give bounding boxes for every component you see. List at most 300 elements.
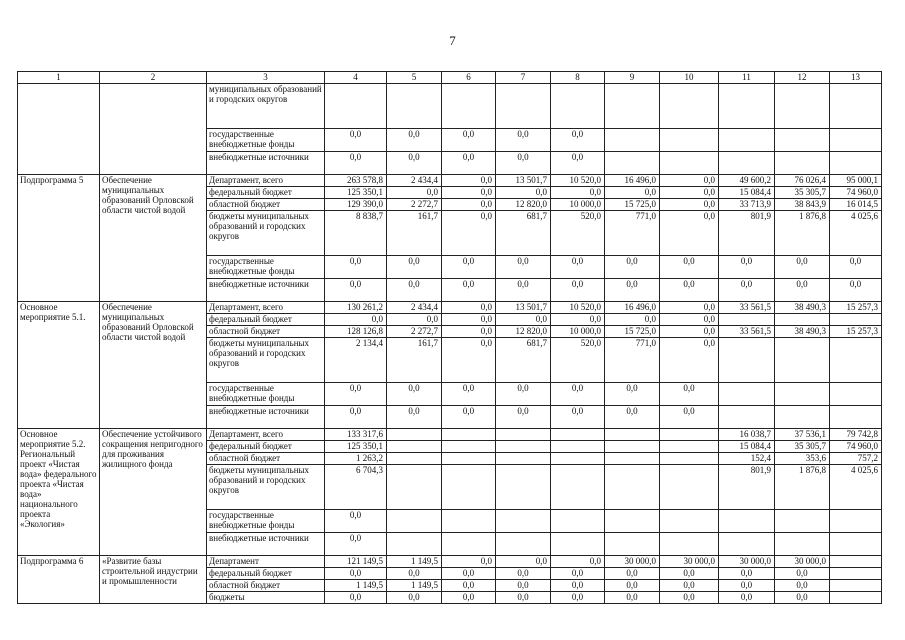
value-cell — [830, 556, 882, 568]
value-cell — [387, 510, 442, 533]
header-cell: 9 — [605, 72, 660, 84]
value-cell: 0,0 — [719, 279, 775, 302]
value-cell: 15 257,3 — [830, 302, 882, 314]
value-cell: 0,0 — [325, 152, 387, 175]
value-cell — [830, 406, 882, 429]
source-cell: государственные внебюджетные фонды — [207, 383, 325, 406]
value-cell: 2 134,4 — [325, 338, 387, 383]
value-cell: 2 272,7 — [387, 326, 442, 338]
source-cell: федеральный бюджет — [207, 568, 325, 580]
value-cell: 0,0 — [551, 568, 605, 580]
header-cell: 12 — [775, 72, 830, 84]
value-cell — [387, 533, 442, 556]
value-cell: 33 561,5 — [719, 326, 775, 338]
value-cell: 0,0 — [325, 533, 387, 556]
value-cell: 0,0 — [496, 187, 551, 199]
value-cell: 0,0 — [830, 279, 882, 302]
value-cell: 1 149,5 — [387, 556, 442, 568]
value-cell — [551, 441, 605, 453]
value-cell: 0,0 — [387, 279, 442, 302]
value-cell: 16 496,0 — [605, 302, 660, 314]
value-cell: 37 536,1 — [775, 429, 830, 441]
value-cell — [830, 152, 882, 175]
source-cell: внебюджетные источники — [207, 152, 325, 175]
value-cell: 0,0 — [775, 580, 830, 592]
header-cell: 5 — [387, 72, 442, 84]
value-cell: 2 434,4 — [387, 175, 442, 187]
goal-cell: Обеспечение муниципальных образований Орловской области чистой водой — [100, 175, 207, 302]
value-cell — [719, 84, 775, 129]
value-cell — [442, 510, 496, 533]
source-cell: внебюджетные источники — [207, 279, 325, 302]
value-cell: 0,0 — [719, 592, 775, 604]
value-cell — [660, 465, 719, 510]
value-cell — [496, 453, 551, 465]
value-cell — [605, 429, 660, 441]
value-cell — [496, 84, 551, 129]
value-cell — [830, 533, 882, 556]
value-cell: 0,0 — [387, 568, 442, 580]
value-cell — [719, 406, 775, 429]
value-cell: 0,0 — [551, 406, 605, 429]
value-cell: 0,0 — [325, 568, 387, 580]
value-cell — [775, 338, 830, 383]
source-cell: Департамент, всего — [207, 429, 325, 441]
source-cell: бюджеты муниципальных образований и городских округов — [207, 211, 325, 256]
header-cell: 4 — [325, 72, 387, 84]
value-cell: 15 725,0 — [605, 199, 660, 211]
value-cell: 0,0 — [605, 592, 660, 604]
value-cell: 30 000,0 — [775, 556, 830, 568]
value-cell: 35 305,7 — [775, 441, 830, 453]
value-cell: 0,0 — [442, 383, 496, 406]
value-cell: 38 843,9 — [775, 199, 830, 211]
value-cell — [660, 510, 719, 533]
table-row — [18, 84, 882, 129]
value-cell: 0,0 — [442, 406, 496, 429]
value-cell: 801,9 — [719, 211, 775, 256]
value-cell: 0,0 — [442, 580, 496, 592]
value-cell: 0,0 — [605, 187, 660, 199]
value-cell — [830, 84, 882, 129]
source-cell: муниципальных образований и городских округов — [207, 84, 325, 129]
value-cell — [830, 129, 882, 152]
value-cell: 0,0 — [660, 338, 719, 383]
header-cell: 3 — [207, 72, 325, 84]
value-cell: 0,0 — [605, 406, 660, 429]
value-cell: 125 350,1 — [325, 187, 387, 199]
value-cell: 38 490,3 — [775, 326, 830, 338]
value-cell: 79 742,8 — [830, 429, 882, 441]
value-cell: 0,0 — [830, 256, 882, 279]
value-cell: 10 000,0 — [551, 326, 605, 338]
value-cell: 0,0 — [325, 314, 387, 326]
value-cell: 12 820,0 — [496, 199, 551, 211]
value-cell — [605, 152, 660, 175]
value-cell: 0,0 — [775, 256, 830, 279]
value-cell — [660, 441, 719, 453]
value-cell: 0,0 — [442, 326, 496, 338]
goal-cell: «Развитие базы строительной индустрии и промышленности — [100, 556, 207, 604]
source-cell: областной бюджет — [207, 453, 325, 465]
value-cell: 0,0 — [387, 152, 442, 175]
source-cell: Департамент — [207, 556, 325, 568]
value-cell: 161,7 — [387, 211, 442, 256]
value-cell: 15 257,3 — [830, 326, 882, 338]
value-cell: 0,0 — [496, 568, 551, 580]
value-cell: 0,0 — [387, 129, 442, 152]
value-cell: 0,0 — [660, 175, 719, 187]
value-cell — [496, 510, 551, 533]
table-row — [18, 556, 882, 568]
value-cell: 1 263,2 — [325, 453, 387, 465]
value-cell: 0,0 — [660, 383, 719, 406]
goal-cell: Обеспечение устойчивого сокращения непригодного для проживания жилищного фонда — [100, 429, 207, 556]
value-cell: 35 305,7 — [775, 187, 830, 199]
value-cell — [719, 314, 775, 326]
value-cell — [387, 84, 442, 129]
value-cell: 33 561,5 — [719, 302, 775, 314]
value-cell: 0,0 — [605, 580, 660, 592]
value-cell — [660, 453, 719, 465]
table-row — [18, 429, 882, 441]
budget-table — [17, 71, 882, 604]
value-cell: 0,0 — [660, 211, 719, 256]
value-cell: 0,0 — [605, 568, 660, 580]
program-cell: Основное мероприятие 5.1. — [18, 302, 100, 429]
value-cell: 74 960,0 — [830, 187, 882, 199]
value-cell — [830, 580, 882, 592]
value-cell: 0,0 — [551, 152, 605, 175]
value-cell — [605, 533, 660, 556]
value-cell — [605, 465, 660, 510]
value-cell — [442, 441, 496, 453]
value-cell: 0,0 — [551, 256, 605, 279]
value-cell: 129 390,0 — [325, 199, 387, 211]
value-cell: 0,0 — [775, 568, 830, 580]
value-cell: 0,0 — [660, 302, 719, 314]
value-cell — [830, 383, 882, 406]
program-cell: Подпрограмма 6 — [18, 556, 100, 604]
value-cell: 0,0 — [660, 187, 719, 199]
value-cell — [775, 314, 830, 326]
value-cell: 0,0 — [442, 592, 496, 604]
value-cell — [442, 533, 496, 556]
source-cell: бюджеты — [207, 592, 325, 604]
value-cell: 0,0 — [660, 592, 719, 604]
value-cell: 0,0 — [719, 568, 775, 580]
value-cell — [660, 152, 719, 175]
header-cell: 10 — [660, 72, 719, 84]
value-cell: 130 261,2 — [325, 302, 387, 314]
source-cell: внебюджетные источники — [207, 533, 325, 556]
value-cell: 128 126,8 — [325, 326, 387, 338]
value-cell — [660, 84, 719, 129]
value-cell: 95 000,1 — [830, 175, 882, 187]
header-cell: 2 — [100, 72, 207, 84]
value-cell — [775, 510, 830, 533]
value-cell: 0,0 — [551, 187, 605, 199]
value-cell — [830, 592, 882, 604]
value-cell: 0,0 — [387, 256, 442, 279]
value-cell: 0,0 — [660, 580, 719, 592]
value-cell: 0,0 — [442, 279, 496, 302]
value-cell: 15 084,4 — [719, 187, 775, 199]
value-cell — [660, 429, 719, 441]
goal-cell: Обеспечение муниципальных образований Орловской области чистой водой — [100, 302, 207, 429]
value-cell: 0,0 — [551, 556, 605, 568]
value-cell: 133 317,6 — [325, 429, 387, 441]
value-cell: 0,0 — [325, 279, 387, 302]
value-cell — [496, 429, 551, 441]
page-number: 7 — [449, 33, 456, 48]
value-cell: 0,0 — [551, 129, 605, 152]
value-cell — [605, 441, 660, 453]
value-cell: 0,0 — [325, 256, 387, 279]
value-cell: 0,0 — [325, 383, 387, 406]
value-cell: 0,0 — [775, 592, 830, 604]
value-cell: 0,0 — [442, 211, 496, 256]
value-cell: 0,0 — [325, 592, 387, 604]
program-cell: Подпрограмма 5 — [18, 175, 100, 302]
value-cell: 0,0 — [605, 314, 660, 326]
value-cell — [442, 84, 496, 129]
value-cell — [719, 338, 775, 383]
value-cell: 681,7 — [496, 338, 551, 383]
value-cell — [496, 441, 551, 453]
value-cell: 1 149,5 — [325, 580, 387, 592]
source-cell: областной бюджет — [207, 199, 325, 211]
value-cell: 0,0 — [605, 383, 660, 406]
value-cell: 1 149,5 — [387, 580, 442, 592]
header-row — [18, 72, 882, 84]
source-cell: федеральный бюджет — [207, 441, 325, 453]
value-cell: 0,0 — [496, 556, 551, 568]
value-cell — [660, 129, 719, 152]
value-cell: 353,6 — [775, 453, 830, 465]
source-cell: Департамент, всего — [207, 175, 325, 187]
value-cell — [387, 429, 442, 441]
source-cell: бюджеты муниципальных образований и городских округов — [207, 338, 325, 383]
value-cell: 13 501,7 — [496, 175, 551, 187]
value-cell: 1 876,8 — [775, 465, 830, 510]
value-cell — [551, 429, 605, 441]
header-cell: 8 — [551, 72, 605, 84]
value-cell: 0,0 — [775, 279, 830, 302]
value-cell: 0,0 — [496, 314, 551, 326]
goal-cell — [100, 84, 207, 175]
value-cell: 0,0 — [496, 279, 551, 302]
value-cell: 0,0 — [325, 510, 387, 533]
value-cell: 0,0 — [660, 256, 719, 279]
value-cell — [442, 453, 496, 465]
value-cell — [605, 129, 660, 152]
header-cell: 13 — [830, 72, 882, 84]
value-cell: 125 350,1 — [325, 441, 387, 453]
value-cell — [551, 533, 605, 556]
value-cell: 0,0 — [660, 406, 719, 429]
value-cell: 33 713,9 — [719, 199, 775, 211]
source-cell: федеральный бюджет — [207, 187, 325, 199]
value-cell — [325, 84, 387, 129]
table-row — [18, 175, 882, 187]
value-cell: 152,4 — [719, 453, 775, 465]
value-cell: 0,0 — [551, 383, 605, 406]
value-cell: 0,0 — [719, 256, 775, 279]
value-cell — [605, 84, 660, 129]
source-cell: бюджеты муниципальных образований и городских округов — [207, 465, 325, 510]
value-cell: 38 490,3 — [775, 302, 830, 314]
value-cell: 30 000,0 — [719, 556, 775, 568]
value-cell: 263 578,8 — [325, 175, 387, 187]
value-cell — [719, 533, 775, 556]
value-cell — [496, 465, 551, 510]
value-cell: 801,9 — [719, 465, 775, 510]
value-cell: 16 038,7 — [719, 429, 775, 441]
value-cell: 0,0 — [496, 383, 551, 406]
value-cell — [775, 129, 830, 152]
value-cell — [775, 383, 830, 406]
value-cell: 0,0 — [387, 187, 442, 199]
value-cell — [442, 465, 496, 510]
header-cell: 11 — [719, 72, 775, 84]
value-cell — [551, 465, 605, 510]
source-cell: федеральный бюджет — [207, 314, 325, 326]
value-cell: 2 272,7 — [387, 199, 442, 211]
value-cell: 121 149,5 — [325, 556, 387, 568]
value-cell: 30 000,0 — [660, 556, 719, 568]
value-cell: 0,0 — [496, 406, 551, 429]
value-cell: 10 520,0 — [551, 302, 605, 314]
value-cell: 0,0 — [442, 175, 496, 187]
value-cell: 76 026,4 — [775, 175, 830, 187]
value-cell: 0,0 — [442, 338, 496, 383]
value-cell: 4 025,6 — [830, 211, 882, 256]
value-cell: 0,0 — [387, 383, 442, 406]
value-cell: 2 434,4 — [387, 302, 442, 314]
value-cell: 0,0 — [442, 314, 496, 326]
value-cell — [387, 453, 442, 465]
value-cell: 0,0 — [442, 187, 496, 199]
value-cell: 13 501,7 — [496, 302, 551, 314]
value-cell — [719, 383, 775, 406]
value-cell: 0,0 — [496, 580, 551, 592]
table-row — [18, 302, 882, 314]
header-cell: 1 — [18, 72, 100, 84]
value-cell: 0,0 — [605, 279, 660, 302]
value-cell: 0,0 — [660, 314, 719, 326]
value-cell — [442, 429, 496, 441]
value-cell: 0,0 — [551, 580, 605, 592]
value-cell: 0,0 — [442, 256, 496, 279]
value-cell: 49 600,2 — [719, 175, 775, 187]
source-cell: государственные внебюджетные фонды — [207, 510, 325, 533]
value-cell: 6 704,3 — [325, 465, 387, 510]
value-cell: 0,0 — [660, 568, 719, 580]
value-cell: 12 820,0 — [496, 326, 551, 338]
value-cell: 0,0 — [660, 279, 719, 302]
source-cell: государственные внебюджетные фонды — [207, 256, 325, 279]
value-cell — [551, 453, 605, 465]
value-cell — [719, 152, 775, 175]
value-cell: 4 025,6 — [830, 465, 882, 510]
value-cell — [830, 568, 882, 580]
source-cell: внебюджетные источники — [207, 406, 325, 429]
value-cell: 0,0 — [442, 302, 496, 314]
value-cell: 0,0 — [496, 256, 551, 279]
value-cell: 0,0 — [719, 580, 775, 592]
value-cell: 0,0 — [551, 279, 605, 302]
source-cell: областной бюджет — [207, 326, 325, 338]
value-cell: 0,0 — [387, 406, 442, 429]
value-cell — [551, 510, 605, 533]
program-cell: Основное мероприятие 5.2. Региональный проект «Чистая вода» федерального проекта «Чистая вода» национального проекта «Экология» — [18, 429, 100, 556]
value-cell — [387, 465, 442, 510]
value-cell — [387, 441, 442, 453]
value-cell: 0,0 — [496, 129, 551, 152]
program-cell — [18, 84, 100, 175]
value-cell: 0,0 — [387, 592, 442, 604]
value-cell: 771,0 — [605, 211, 660, 256]
value-cell: 10 520,0 — [551, 175, 605, 187]
value-cell — [605, 453, 660, 465]
value-cell: 0,0 — [605, 256, 660, 279]
value-cell: 0,0 — [660, 326, 719, 338]
value-cell: 0,0 — [325, 129, 387, 152]
value-cell: 0,0 — [442, 556, 496, 568]
value-cell: 0,0 — [496, 592, 551, 604]
value-cell: 757,2 — [830, 453, 882, 465]
value-cell: 520,0 — [551, 211, 605, 256]
value-cell: 0,0 — [496, 152, 551, 175]
value-cell — [719, 510, 775, 533]
value-cell: 8 838,7 — [325, 211, 387, 256]
value-cell — [605, 510, 660, 533]
value-cell — [719, 129, 775, 152]
source-cell: областной бюджет — [207, 580, 325, 592]
value-cell: 0,0 — [551, 592, 605, 604]
value-cell: 16 496,0 — [605, 175, 660, 187]
value-cell: 0,0 — [387, 314, 442, 326]
value-cell: 10 000,0 — [551, 199, 605, 211]
value-cell — [660, 533, 719, 556]
value-cell: 0,0 — [442, 199, 496, 211]
value-cell: 30 000,0 — [605, 556, 660, 568]
value-cell: 520,0 — [551, 338, 605, 383]
value-cell: 681,7 — [496, 211, 551, 256]
value-cell — [830, 338, 882, 383]
value-cell: 15 725,0 — [605, 326, 660, 338]
value-cell: 1 876,8 — [775, 211, 830, 256]
value-cell: 0,0 — [325, 406, 387, 429]
value-cell: 0,0 — [442, 129, 496, 152]
header-cell: 6 — [442, 72, 496, 84]
value-cell: 0,0 — [551, 314, 605, 326]
value-cell: 74 960,0 — [830, 441, 882, 453]
source-cell: Департамент, всего — [207, 302, 325, 314]
value-cell: 771,0 — [605, 338, 660, 383]
value-cell: 0,0 — [442, 568, 496, 580]
value-cell: 0,0 — [442, 152, 496, 175]
value-cell — [830, 314, 882, 326]
value-cell — [775, 533, 830, 556]
value-cell — [496, 533, 551, 556]
value-cell: 0,0 — [660, 199, 719, 211]
value-cell — [775, 84, 830, 129]
value-cell — [775, 406, 830, 429]
value-cell: 161,7 — [387, 338, 442, 383]
value-cell — [830, 510, 882, 533]
